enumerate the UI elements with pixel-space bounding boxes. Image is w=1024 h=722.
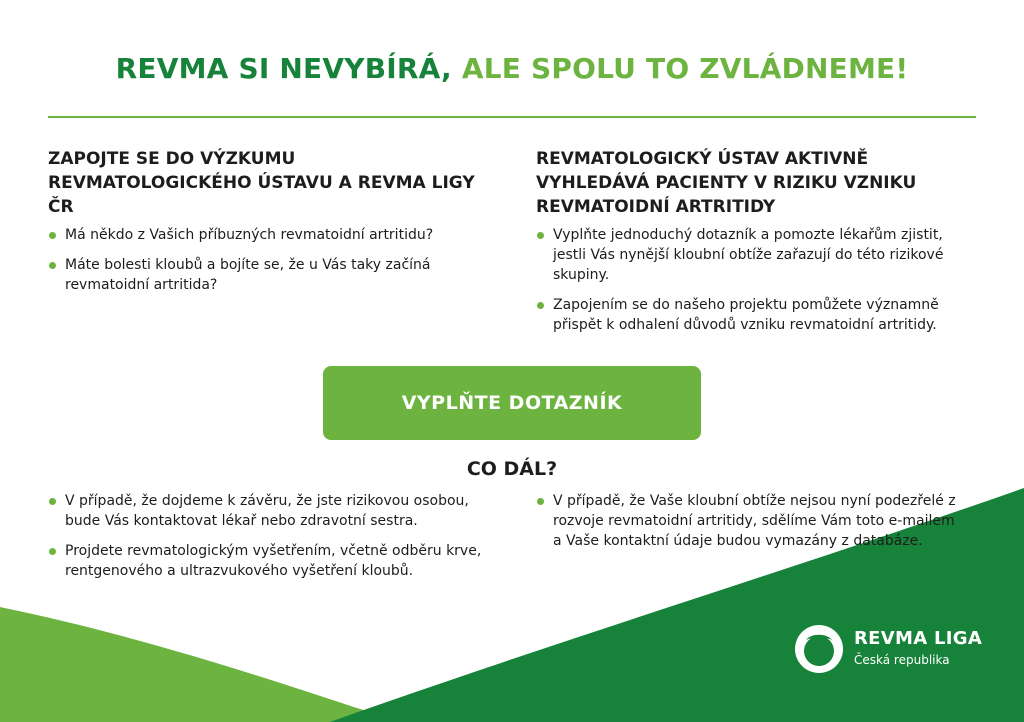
list-item: Má někdo z Vašich příbuzných revmatoidní artritidu? — [48, 225, 493, 245]
research-bullets — [48, 225, 493, 295]
institute-section — [536, 147, 968, 345]
research-section — [48, 147, 493, 305]
list-item: V případě, že Vaše kloubní obtíže nejsou nyní podezřelé z rozvoje revmatoidní artritidy, sdělíme Vám toto e-mailem a Vaše kontaktní údaje budou vymazány z databáze. — [536, 491, 966, 551]
institute-bullets — [536, 225, 968, 335]
next-steps-heading: CO DÁL? — [466, 458, 558, 480]
logo-subtitle: Česká republika — [854, 653, 950, 667]
title-divider — [48, 116, 976, 118]
fill-questionnaire-button[interactable]: VYPLŇTE DOTAZNÍK — [323, 366, 701, 440]
page-title — [0, 52, 1024, 85]
list-item: Vyplňte jednoduchý dotazník a pomozte lékařům zjistit, jestli Vás nynější kloubní obtíže zařazují do této rizikové skupiny. — [536, 225, 968, 285]
next-steps-right — [536, 491, 966, 561]
next-steps-left-bullets — [48, 491, 488, 581]
revma-liga-logo[interactable] — [794, 624, 994, 680]
title-part-light: ALE SPOLU TO ZVLÁDNEME! — [461, 52, 909, 85]
list-item: Máte bolesti kloubů a bojíte se, že u Vás taky začíná revmatoidní artritida? — [48, 255, 493, 295]
list-item: Zapojením se do našeho projektu pomůžete významně přispět k odhalení důvodů vzniku revmatoidní artritidy. — [536, 295, 968, 335]
logo-title: REVMA LIGA — [854, 628, 983, 649]
next-steps-left — [48, 491, 488, 591]
next-steps-right-bullets — [536, 491, 966, 551]
list-item: V případě, že dojdeme k závěru, že jste rizikovou osobou, bude Vás kontaktovat lékař nebo zdravotní sestra. — [48, 491, 488, 531]
revma-liga-logo-icon — [794, 624, 844, 674]
institute-heading: REVMATOLOGICKÝ ÚSTAV AKTIVNĚ VYHLEDÁVÁ PACIENTY V RIZIKU VZNIKU REVMATOIDNÍ ARTRITIDY — [536, 149, 917, 217]
title-part-dark: REVMA SI NEVYBÍRÁ, — [115, 52, 452, 85]
list-item: Projdete revmatologickým vyšetřením, včetně odběru krve, rentgenového a ultrazvukového vyšetření kloubů. — [48, 541, 488, 581]
research-heading: ZAPOJTE SE DO VÝZKUMU REVMATOLOGICKÉHO ÚSTAVU A REVMA LIGY ČR — [48, 149, 475, 217]
